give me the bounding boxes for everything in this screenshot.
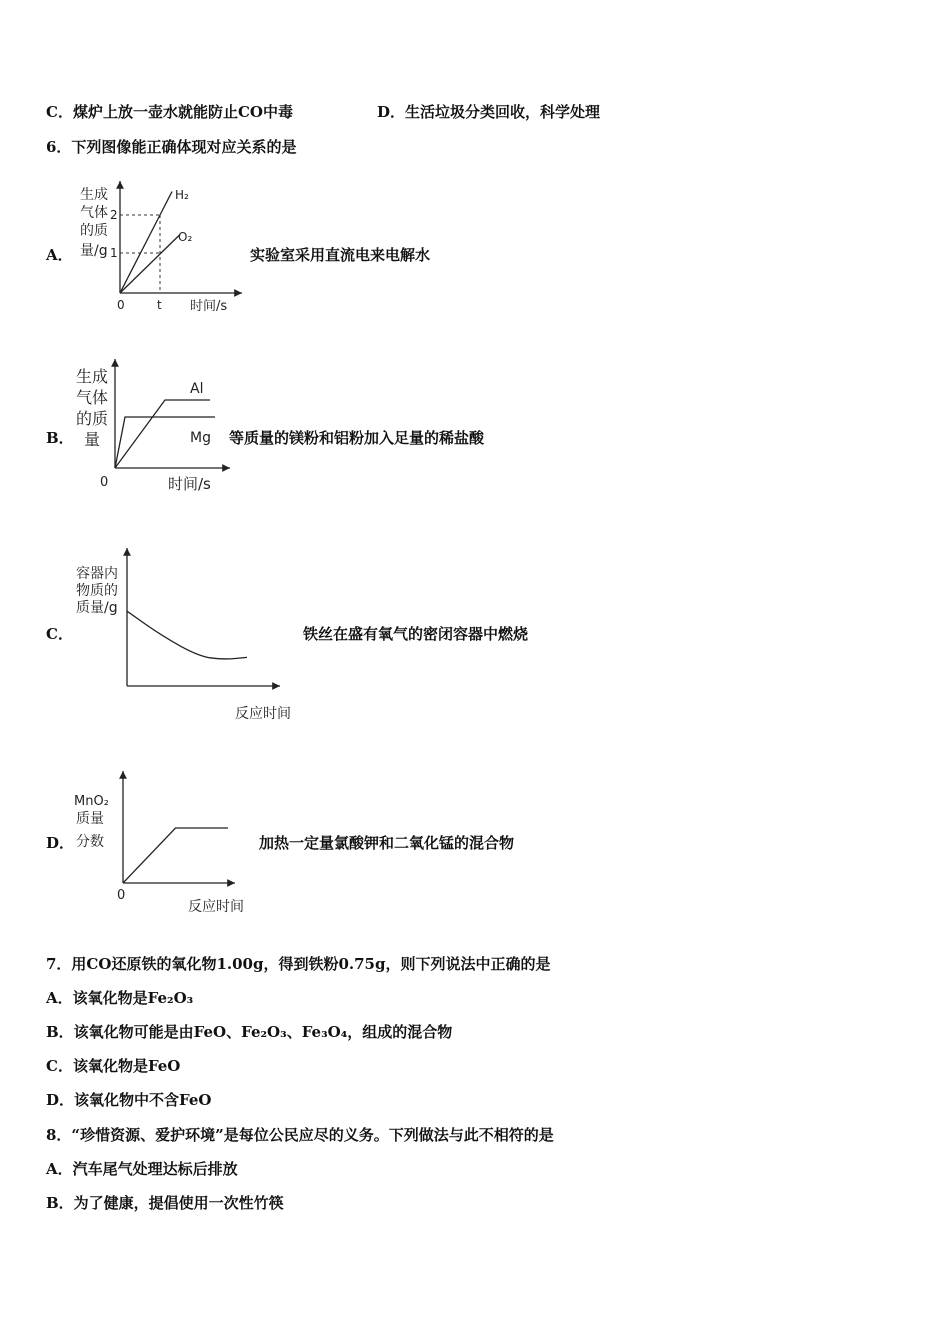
origin-label: 0 [117,888,126,903]
x-axis-label: 反应时间 [188,899,244,915]
y-label-line2: 气体 [80,205,108,221]
q6-graph-c [70,543,310,728]
y-label-line4: 量/g [80,243,108,259]
series-o2-label: O₂ [178,230,193,244]
q6-option-c-letter: C． [46,625,73,643]
q6-stem: 6．下列图像能正确体现对应关系的是 [46,138,297,156]
q6-option-d-letter: D． [46,834,75,852]
q6-option-b-letter: B． [46,429,74,447]
xtick-t: t [157,298,162,312]
q6-option-c-desc: 铁丝在盛有氧气的密闭容器中燃烧 [303,625,529,643]
series-h2-label: H₂ [175,188,189,202]
q7-option-a: A．该氧化物是Fe₂O₃ [46,989,194,1007]
y-label-line3: 的质 [80,223,108,239]
q7-stem: 7．用CO还原铁的氧化物1.00g，得到铁粉0.75g，则下列说法中正确的是 [46,955,551,973]
q6-option-d-desc: 加热一定量氯酸钾和二氧化锰的混合物 [259,834,515,852]
series-h2-line [120,192,172,293]
q6-graph-b [70,355,230,500]
y-label-line1: 生成 [76,367,109,386]
q8-stem: 8．“珍惜资源、爱护环境”是每位公民应尽的义务。下列做法与此不相符的是 [46,1126,554,1144]
series-mg-label: Mg [190,430,211,446]
y-label-line2: 气体 [76,388,109,407]
y-label-line1: 容器内 [76,566,118,582]
q6-option-b-desc: 等质量的镁粉和铝粉加入足量的稀盐酸 [229,429,485,447]
y-label-line3: 的质 [76,409,109,428]
series-al-label: Al [190,381,204,397]
y-label-line1: 生成 [80,187,108,203]
y-label-line2: 质量 [76,811,104,827]
y-label-line3: 分数 [76,834,104,850]
q6-graph-a [70,175,260,320]
y-label-line3: 质量/g [76,600,118,616]
ytick-2: 2 [110,208,118,222]
mno2-fraction-line [123,828,228,883]
x-axis-label: 反应时间 [235,706,291,722]
q6-option-a-desc: 实验室采用直流电来电解水 [250,246,431,264]
y-label-line2: 物质的 [76,583,118,599]
q8-option-b: B．为了健康，提倡使用一次性竹筷 [46,1194,284,1212]
series-o2-line [120,235,180,294]
origin-label: 0 [117,298,125,312]
mass-curve [127,611,247,659]
q5-option-d: D．生活垃圾分类回收，科学处理 [377,103,601,121]
origin-label: 0 [100,475,109,490]
y-label-line1: MnO₂ [74,794,109,809]
q7-option-b: B．该氧化物可能是由FeO、Fe₂O₃、Fe₃O₄，组成的混合物 [46,1023,453,1041]
q6-graph-d [70,765,270,920]
q5-option-c: C．煤炉上放一壶水就能防止CO中毒 [46,103,293,121]
q7-option-d: D．该氧化物中不含FeO [46,1091,212,1109]
q8-option-a: A．汽车尾气处理达标后排放 [46,1160,238,1178]
q7-option-c: C．该氧化物是FeO [46,1057,181,1075]
q6-option-a-letter: A． [46,246,73,264]
x-axis-label: 时间/s [168,475,211,493]
x-axis-label: 时间/s [190,299,228,314]
ytick-1: 1 [110,246,118,260]
y-label-line4: 量 [84,430,101,449]
